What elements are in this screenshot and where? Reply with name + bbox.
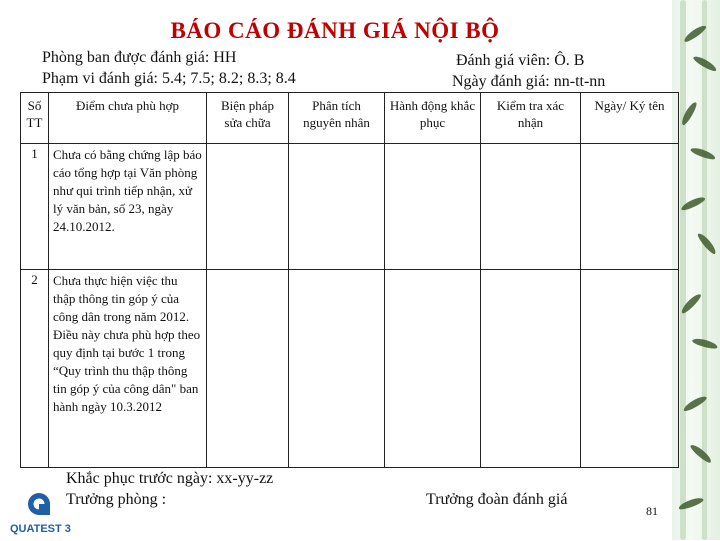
logo-text: QUATEST 3 bbox=[10, 523, 71, 535]
table-header-row bbox=[21, 93, 679, 144]
deadline-line: Khắc phục trước ngày: xx-yy-zz bbox=[66, 470, 274, 487]
table-row bbox=[21, 144, 679, 270]
col-header-root-cause: Phân tích nguyên nhân bbox=[289, 93, 385, 144]
quatest-logo-icon bbox=[8, 490, 78, 536]
table-row bbox=[21, 270, 679, 468]
col-header-no: Số TT bbox=[21, 93, 49, 144]
audit-date-line: Ngày đánh giá: nn-tt-nn bbox=[452, 73, 606, 90]
quatest-logo bbox=[8, 490, 78, 536]
row-correction-cell[interactable] bbox=[207, 144, 289, 270]
row-number: 1 bbox=[21, 144, 49, 270]
row-root-cause-cell[interactable] bbox=[289, 270, 385, 468]
lead-auditor-label: Trưởng đoàn đánh giá bbox=[426, 491, 568, 508]
row-corrective-action-cell[interactable] bbox=[385, 270, 481, 468]
row-date-sign-cell[interactable] bbox=[581, 270, 679, 468]
row-finding: Chưa thực hiện việc thu thập thông tin góp ý của công dân trong năm 2012. Điều này chưa phù hợp theo quy định tại bước 1 trong “Quy trình thu thập thông tin góp ý của công dân" ban hành ngày 10.3.2012 bbox=[49, 270, 207, 468]
col-header-verification: Kiểm tra xác nhận bbox=[481, 93, 581, 144]
department-line: Phòng ban được đánh giá: HH bbox=[42, 49, 237, 66]
row-number: 2 bbox=[21, 270, 49, 468]
page-number: 81 bbox=[646, 504, 658, 518]
row-date-sign-cell[interactable] bbox=[581, 144, 679, 270]
report-title: BÁO CÁO ĐÁNH GIÁ NỘI BỘ bbox=[170, 18, 500, 43]
col-header-finding: Điểm chưa phù hợp bbox=[49, 93, 207, 144]
scope-line: Phạm vi đánh giá: 5.4; 7.5; 8.2; 8.3; 8.4 bbox=[42, 70, 296, 87]
bamboo-decoration bbox=[672, 0, 720, 540]
row-correction-cell[interactable] bbox=[207, 270, 289, 468]
row-corrective-action-cell[interactable] bbox=[385, 144, 481, 270]
col-header-correction: Biện pháp sửa chữa bbox=[207, 93, 289, 144]
row-root-cause-cell[interactable] bbox=[289, 144, 385, 270]
row-verification-cell[interactable] bbox=[481, 144, 581, 270]
department-head-label: Trưởng phòng : bbox=[66, 491, 167, 508]
col-header-date-sign: Ngày/ Ký tên bbox=[581, 93, 679, 144]
row-verification-cell[interactable] bbox=[481, 270, 581, 468]
audit-table bbox=[20, 92, 679, 468]
col-header-corrective-action: Hành động khắc phục bbox=[385, 93, 481, 144]
auditor-line: Đánh giá viên: Ô. B bbox=[456, 52, 585, 69]
row-finding: Chưa có bằng chứng lập báo cáo tổng hợp tại Văn phòng như qui trình tiếp nhận, xử lý văn bản, số 23, ngày 24.10.2012. bbox=[49, 144, 207, 270]
